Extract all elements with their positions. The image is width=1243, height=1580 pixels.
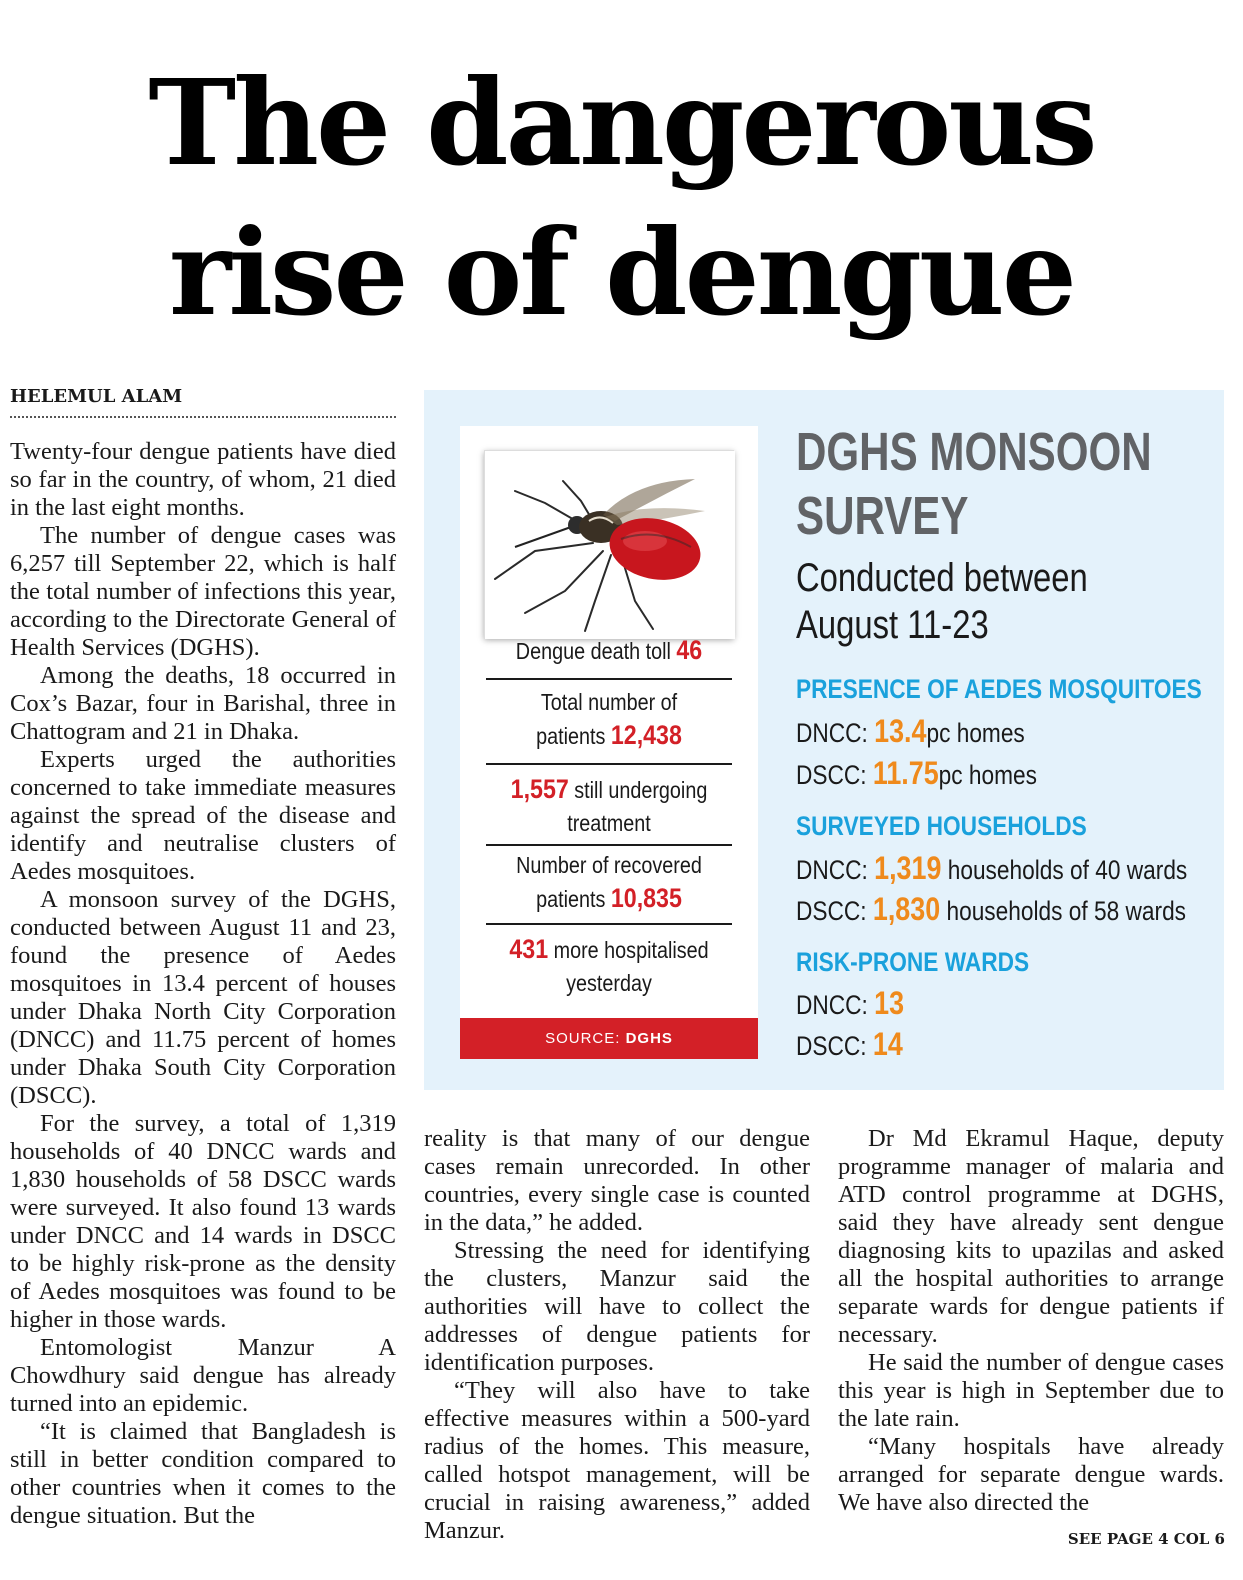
mosquito-photo	[484, 450, 734, 638]
source-value: DGHS	[625, 1030, 673, 1047]
stat-under-treatment	[503, 773, 715, 840]
paragraph: For the survey, a total of 1,319 households of 40 DNCC wards and 1,830 households of 58 DSCC wards were surveyed. It also found 13 wards under DNCC and 14 wards in DSCC to be highly risk-prone as the density of Aedes mosquitoes was found to be higher in those wards.	[10, 1110, 396, 1333]
article-column-1	[10, 438, 396, 1530]
stat-label: patients	[536, 886, 606, 912]
row-value: 13	[874, 985, 905, 1021]
paragraph: Among the deaths, 18 occurred in Cox’s Bazar, four in Barishal, three in Chattogram and 21 in Dhaka.	[10, 662, 396, 745]
row-label: DNCC:	[796, 990, 868, 1020]
stat-label: more hospitalised	[553, 937, 709, 963]
row-value: 1,830	[872, 891, 941, 927]
section-heading-risk: RISK-PRONE WARDS	[796, 947, 1030, 977]
stat-recovered	[503, 849, 715, 916]
row-suffix: pc homes	[938, 760, 1038, 790]
article-column-3	[838, 1125, 1224, 1517]
row-suffix: pc homes	[926, 718, 1025, 748]
paragraph: He said the number of dengue cases this year is high in September due to the late rain.	[838, 1349, 1224, 1432]
paragraph: Dr Md Ekramul Haque, deputy programme manager of malaria and ATD control programme at DGHS, said they have already sent dengue diagnosing kits to upazilas and asked all the hospital authorities to arrange separate wards for dengue patients if necessary.	[838, 1125, 1224, 1348]
row-value: 1,319	[874, 850, 942, 886]
mosquito-icon	[485, 451, 735, 639]
paragraph: A monsoon survey of the DGHS, conducted between August 11 and 23, found the presence of Aedes mosquitoes in 13.4 percent of houses under Dhaka North City Corporation (DNCC) and 11.75 percent of homes under Dhaka South City Corporation (DSCC).	[10, 886, 396, 1109]
stat-value: 12,438	[610, 720, 682, 750]
divider	[486, 763, 732, 765]
source-label: SOURCE:	[545, 1030, 621, 1047]
survey-subtitle-line-1: Conducted between	[796, 556, 1088, 600]
paragraph: “It is claimed that Bangladesh is still in better condition compared to other countries when it comes to the dengue situation. But the	[10, 1418, 396, 1529]
stat-value: 1,557	[510, 774, 569, 804]
row-label: DNCC:	[796, 718, 868, 748]
divider	[486, 678, 732, 680]
stat-death-toll	[503, 634, 715, 668]
section-heading-households: SURVEYED HOUSEHOLDS	[796, 811, 1087, 841]
paragraph: “They will also have to take effective measures within a 500-yard radius of the homes. This measure, called hotspot management, will be crucial in raising awareness,” added Manzur.	[424, 1377, 810, 1544]
paragraph: “Many hospitals have already arranged for separate dengue wards. We have also directed the	[838, 1433, 1224, 1516]
row-label: DSCC:	[796, 896, 867, 926]
survey-subtitle-line-2: August 11-23	[796, 603, 989, 647]
headline-line-2: rise of dengue	[169, 203, 1074, 342]
paragraph: Stressing the need for identifying the clusters, Manzur said the authorities will have to collect the addresses of dengue patients for identification purposes.	[424, 1237, 810, 1376]
row-label: DNCC:	[796, 855, 868, 885]
stat-label: still undergoing	[574, 777, 708, 803]
row-value: 14	[872, 1026, 903, 1062]
continuation-reference: SEE PAGE 4 COL 6	[1067, 1530, 1225, 1548]
presence-dscc	[796, 754, 1037, 794]
row-suffix: households of 58 wards	[946, 896, 1187, 926]
risk-dncc	[796, 984, 904, 1024]
row-value: 11.75	[872, 755, 939, 791]
stat-hospitalised	[503, 933, 715, 1000]
presence-dncc	[796, 712, 1025, 752]
stat-value: 431	[509, 934, 549, 964]
stat-label: yesterday	[566, 970, 652, 996]
row-value: 13.4	[874, 713, 927, 749]
stat-total-patients	[503, 686, 715, 753]
divider	[486, 923, 732, 925]
headline	[0, 48, 1243, 348]
survey-title	[796, 420, 1152, 548]
stat-value: 46	[676, 635, 703, 665]
survey-subtitle	[796, 555, 1140, 649]
paragraph: Experts urged the authorities concerned to take immediate measures against the spread of the disease and identify and neutralise clusters of Aedes mosquitoes.	[10, 746, 396, 885]
households-dscc	[796, 890, 1186, 930]
stat-value: 10,835	[610, 883, 682, 913]
section-heading-presence: PRESENCE OF AEDES MOSQUITOES	[796, 674, 1202, 704]
stat-label: Dengue death toll	[515, 638, 671, 664]
divider	[486, 844, 732, 846]
risk-dscc	[796, 1025, 903, 1065]
article-column-2	[424, 1125, 810, 1545]
stat-label: patients	[536, 723, 606, 749]
headline-line-1: The dangerous	[148, 53, 1095, 192]
survey-title-line-1: DGHS MONSOON	[796, 422, 1152, 482]
source-bar	[460, 1018, 758, 1059]
paragraph: The number of dengue cases was 6,257 till September 22, which is half the total number of infections this year, according to the Directorate General of Health Services (DGHS).	[10, 522, 396, 661]
paragraph: reality is that many of our dengue cases remain unrecorded. In other countries, every single case is counted in the data,” he added.	[424, 1125, 810, 1236]
survey-title-line-2: SURVEY	[796, 486, 969, 546]
stat-label: treatment	[567, 810, 651, 836]
paragraph: Entomologist Manzur A Chowdhury said dengue has already turned into an epidemic.	[10, 1334, 396, 1417]
row-label: DSCC:	[796, 760, 867, 790]
stats-card	[460, 426, 758, 1059]
households-dncc	[796, 849, 1187, 889]
row-label: DSCC:	[796, 1031, 867, 1061]
paragraph: Twenty-four dengue patients have died so far in the country, of whom, 21 died in the last eight months.	[10, 438, 396, 521]
stat-label: Number of recovered	[516, 852, 702, 878]
row-suffix: households of 40 wards	[947, 855, 1188, 885]
stat-label: Total number of	[540, 689, 678, 715]
byline: HELEMUL ALAM	[10, 386, 396, 418]
